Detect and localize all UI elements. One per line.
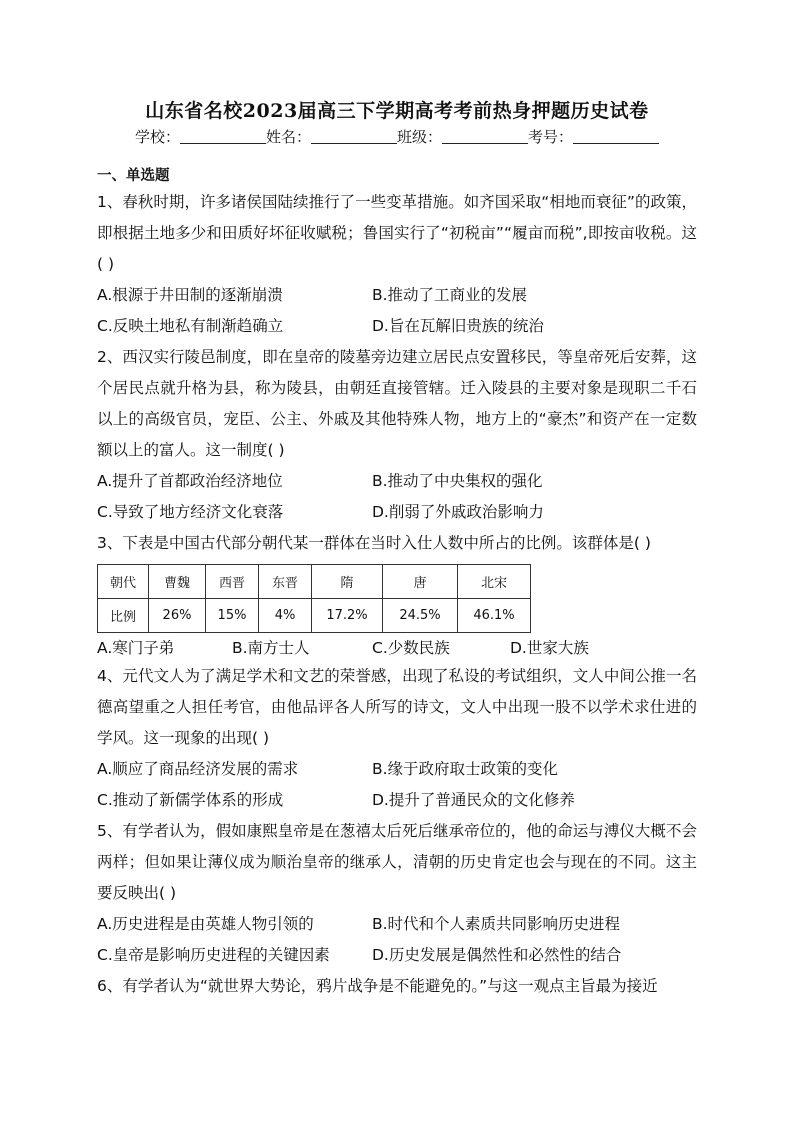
- question-2-option-d[interactable]: D.削弱了外戚政治影响力: [372, 503, 544, 521]
- table-cell: 26%: [149, 599, 206, 633]
- question-5-options-row-1: [97, 909, 697, 940]
- question-4-options-row-1: [97, 754, 697, 785]
- table-cell: 唐: [383, 565, 458, 599]
- table-row: [98, 599, 531, 633]
- question-4-options-row-2: [97, 785, 697, 816]
- question-2-options-row-1: [97, 466, 697, 497]
- school-label: 学校：: [134, 128, 180, 146]
- question-1-option-d[interactable]: D.旨在瓦解旧贵族的统治: [372, 317, 544, 335]
- class-blank[interactable]: [442, 129, 528, 144]
- question-2-option-a[interactable]: A.提升了首都政治经济地位: [97, 472, 283, 490]
- question-5-stem: 5、有学者认为，假如康熙皇帝是在葱禧太后死后继承帝位的，他的命运与溥仪大概不会两样；但如果让薄仪成为顺治皇帝的继承人，清朝的历史肯定也会与现在的不同。这主要反映出( ): [97, 822, 697, 902]
- table-cell: 4%: [259, 599, 312, 633]
- name-blank[interactable]: [311, 129, 397, 144]
- question-3-options-row: [97, 635, 697, 661]
- question-4-option-c[interactable]: C.推动了新儒学体系的形成: [97, 791, 284, 809]
- student-info-line: [0, 126, 794, 147]
- question-3-stem: 3、下表是中国古代部分朝代某一群体在当时入仕人数中所占的比例。该群体是( ): [97, 534, 651, 552]
- table-cell: 17.2%: [312, 599, 383, 633]
- question-3-option-b[interactable]: B.南方士人: [232, 639, 310, 657]
- table-cell: 24.5%: [383, 599, 458, 633]
- question-2-stem: 2、西汉实行陵邑制度，即在皇帝的陵墓旁边建立居民点安置移民，等皇帝死后安葬，这个居民点就升格为县，称为陵县，由朝廷直接管辖。迁入陵县的主要对象是现职二千石以上的高级官员，宠臣、公主、外戚及其他特殊人物，地方上的“豪杰”和资产在一定数额以上的富人。这一制度( ): [97, 348, 697, 459]
- table-cell: 比例: [98, 599, 149, 633]
- question-6-stem: 6、有学者认为“就世界大势论，鸦片战争是不能避免的。”与这一观点主旨最为接近: [97, 977, 658, 995]
- question-5-option-b[interactable]: B.时代和个人素质共同影响历史进程: [372, 915, 621, 933]
- name-label: 姓名：: [265, 128, 311, 146]
- question-3-option-d[interactable]: D.世家大族: [510, 639, 589, 657]
- question-3-option-c[interactable]: C.少数民族: [372, 639, 450, 657]
- table-cell: 15%: [206, 599, 259, 633]
- exam-content: [97, 165, 697, 1002]
- question-1-options-row-1: [97, 280, 697, 311]
- table-cell: 隋: [312, 565, 383, 599]
- question-1-option-c[interactable]: C.反映土地私有制渐趋确立: [97, 317, 284, 335]
- school-blank[interactable]: [180, 129, 266, 144]
- table-cell: 北宋: [458, 565, 531, 599]
- table-cell: 46.1%: [458, 599, 531, 633]
- question-5-options-row-2: [97, 940, 697, 971]
- table-header-row: [98, 565, 531, 599]
- question-1-options-row-2: [97, 311, 697, 342]
- question-5-option-a[interactable]: A.历史进程是由英雄人物引领的: [97, 915, 314, 933]
- question-4-option-a[interactable]: A.顺应了商品经济发展的需求: [97, 760, 299, 778]
- question-1-option-b[interactable]: B.推动了工商业的发展: [372, 286, 528, 304]
- table-cell: 东晋: [259, 565, 312, 599]
- number-blank[interactable]: [573, 129, 659, 144]
- question-3-table: [97, 564, 531, 633]
- question-1-stem: 1、春秋时期，许多诸侯国陆续推行了一些变革措施。如齐国采取“相地而衰征”的政策，即根据土地多少和田质好坏征收赋税；鲁国实行了“初税亩”“履亩而税”,即按亩收税。这( ): [97, 193, 697, 273]
- exam-title: 山东省名校2023届高三下学期高考考前热身押题历史试卷: [145, 100, 649, 122]
- question-2-option-b[interactable]: B.推动了中央集权的强化: [372, 472, 543, 490]
- question-5-option-c[interactable]: C.皇帝是影响历史进程的关键因素: [97, 946, 330, 964]
- question-3-option-a[interactable]: A.寒门子弟: [97, 639, 175, 657]
- table-cell: 朝代: [98, 565, 149, 599]
- question-4-stem: 4、元代文人为了满足学术和文艺的荣誉感，出现了私设的考试组织，文人中间公推一名德高望重之人担任考官，由他品评各人所写的诗文，文人中出现一股不以学术求仕进的学风。这一现象的出现( ): [97, 667, 697, 747]
- table-cell: 西晋: [206, 565, 259, 599]
- number-label: 考号：: [528, 128, 574, 146]
- question-2-option-c[interactable]: C.导致了地方经济文化衰落: [97, 503, 284, 521]
- question-4-option-d[interactable]: D.提升了普通民众的文化修养: [372, 791, 575, 809]
- class-label: 班级：: [397, 128, 443, 146]
- section-heading: 一、单选题: [97, 168, 170, 184]
- question-4-option-b[interactable]: B.缘于政府取士政策的变化: [372, 760, 559, 778]
- question-2-options-row-2: [97, 497, 697, 528]
- table-cell: 曹魏: [149, 565, 206, 599]
- question-5-option-d[interactable]: D.历史发展是偶然性和必然性的结合: [372, 946, 622, 964]
- question-1-option-a[interactable]: A.根源于井田制的逐渐崩溃: [97, 286, 283, 304]
